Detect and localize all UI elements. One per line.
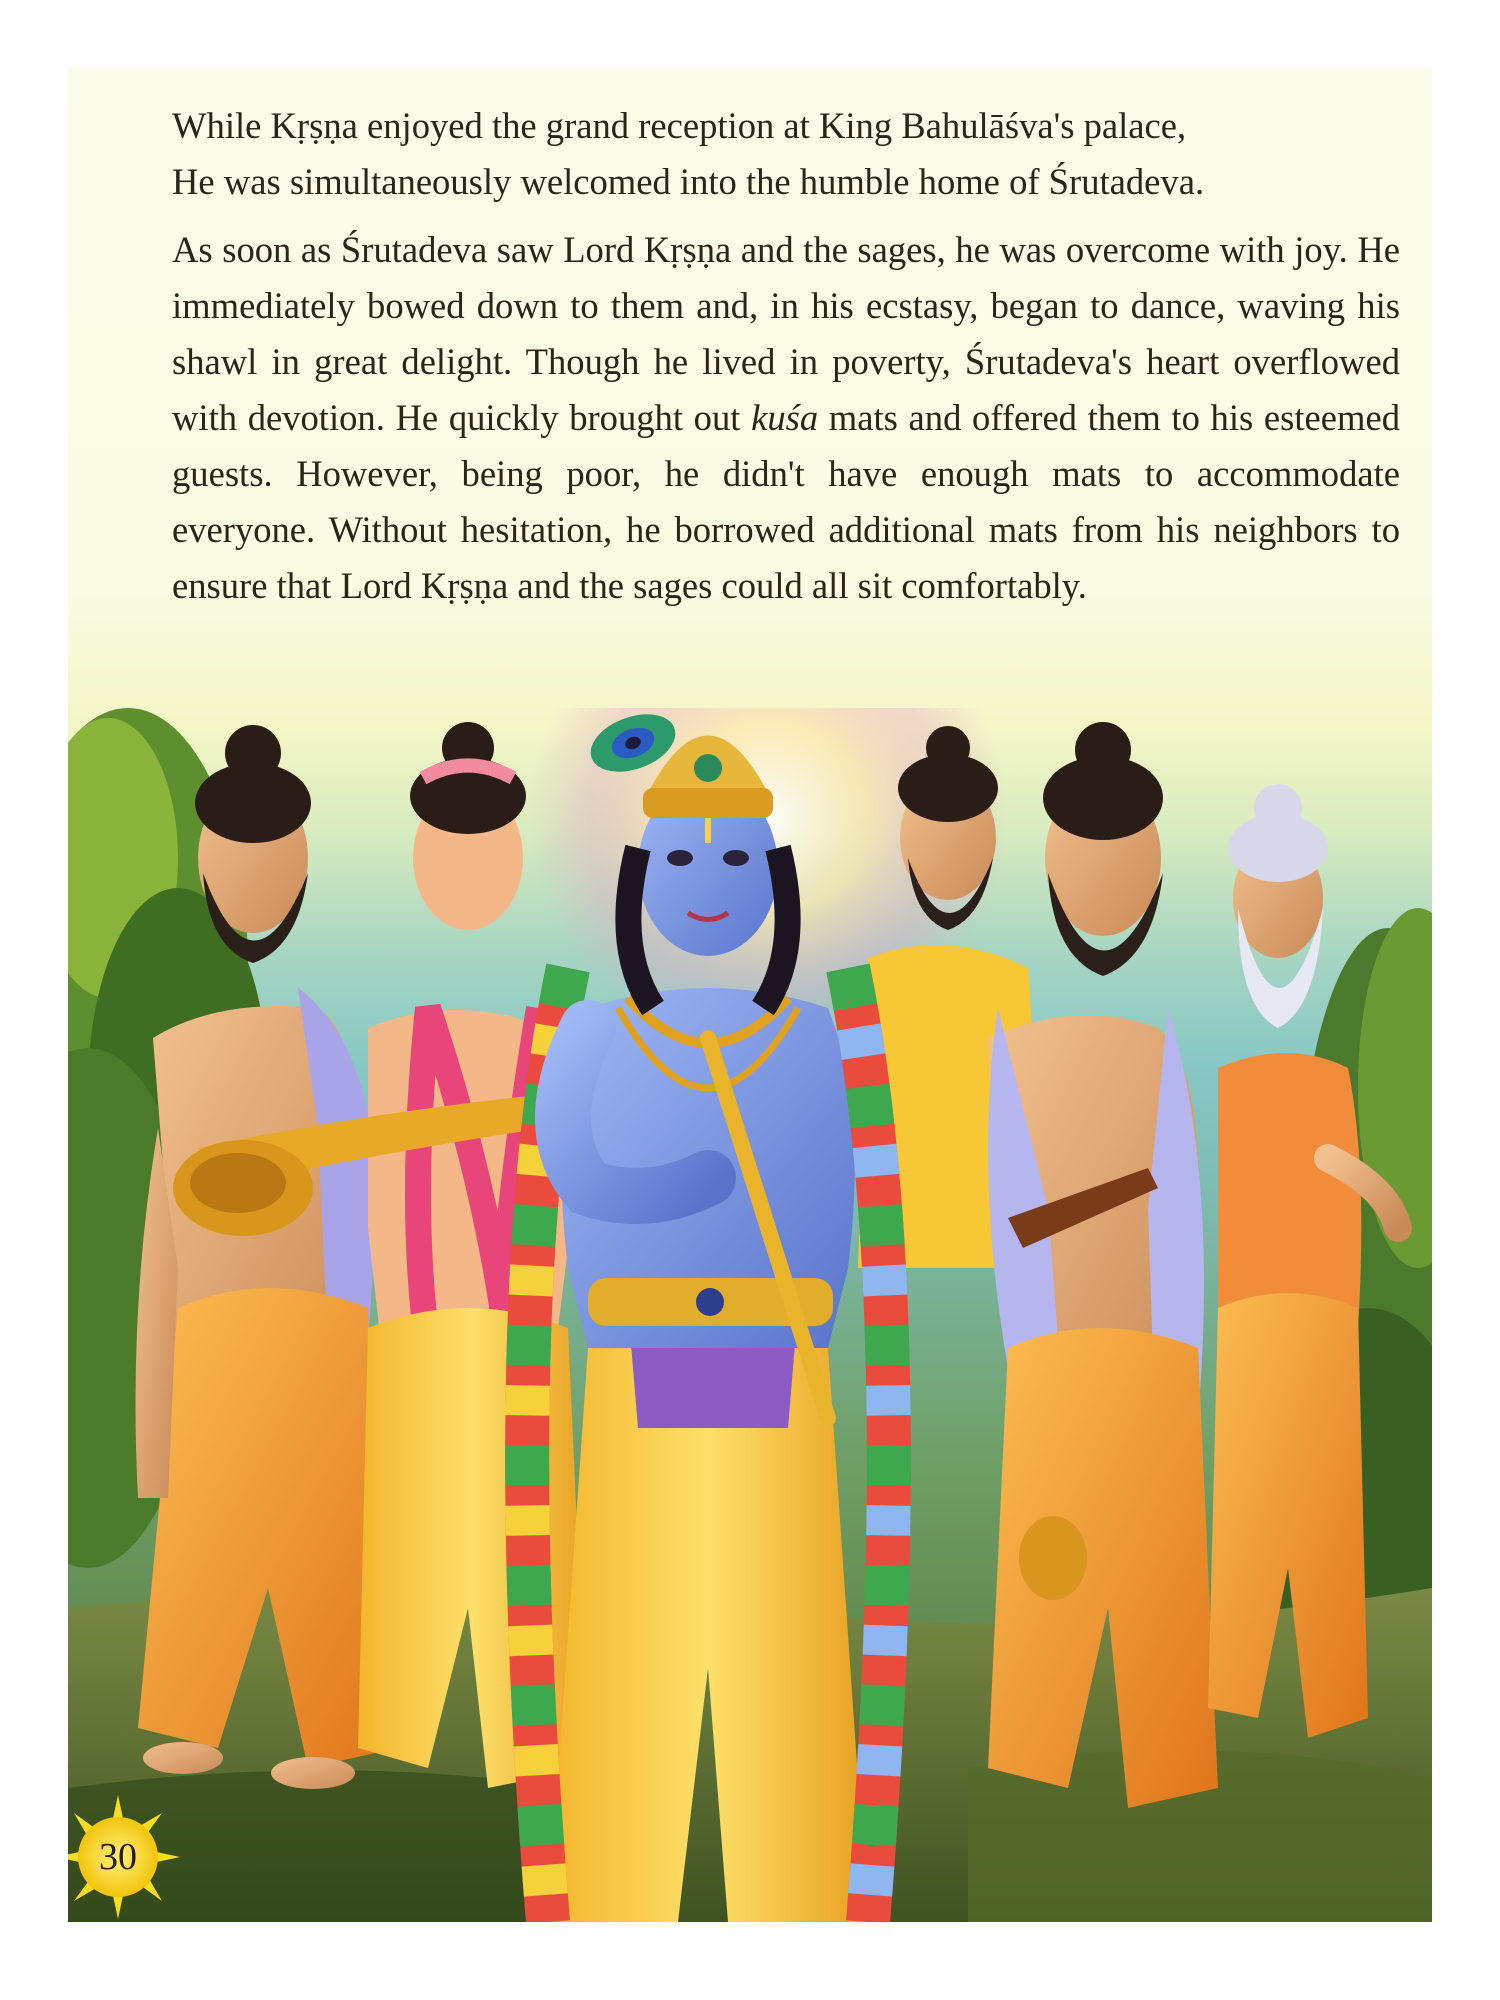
paragraph-1 xyxy=(172,98,1400,210)
page-number-badge xyxy=(68,1793,196,1921)
story-text xyxy=(172,98,1400,626)
paragraph-2-part-1: As soon as Śrutadeva saw Lord Kṛṣṇa and the sages, he was overcome with joy. He immediately bowed down to them and, in his ecstasy, began to dance, waving his shawl in great delight. Though he lived in poverty, Śrutadeva's heart overflowed with devotion. He quickly brought out xyxy=(172,229,1400,438)
paragraph-2 xyxy=(172,222,1400,614)
paragraph-1-line-2: He was simultaneously welcomed into the humble home of Śrutadeva. xyxy=(172,161,1205,202)
page-number: 30 xyxy=(99,1836,137,1878)
krishna-and-sages-illustration xyxy=(68,708,1432,1922)
book-page xyxy=(68,68,1432,1922)
paragraph-2-part-2: mats and offered them to his esteemed guests. However, being poor, he didn't have enough mats to accommodate everyone. Without hesitation, he borrowed additional mats from his neighbors to ensure that Lord Kṛṣṇa and the sages could all sit comfortably. xyxy=(172,397,1400,606)
paragraph-1-line-1: While Kṛṣṇa enjoyed the grand reception at King Bahulāśva's palace, xyxy=(172,105,1187,146)
kusa-italic-word: kuśa xyxy=(751,397,819,438)
